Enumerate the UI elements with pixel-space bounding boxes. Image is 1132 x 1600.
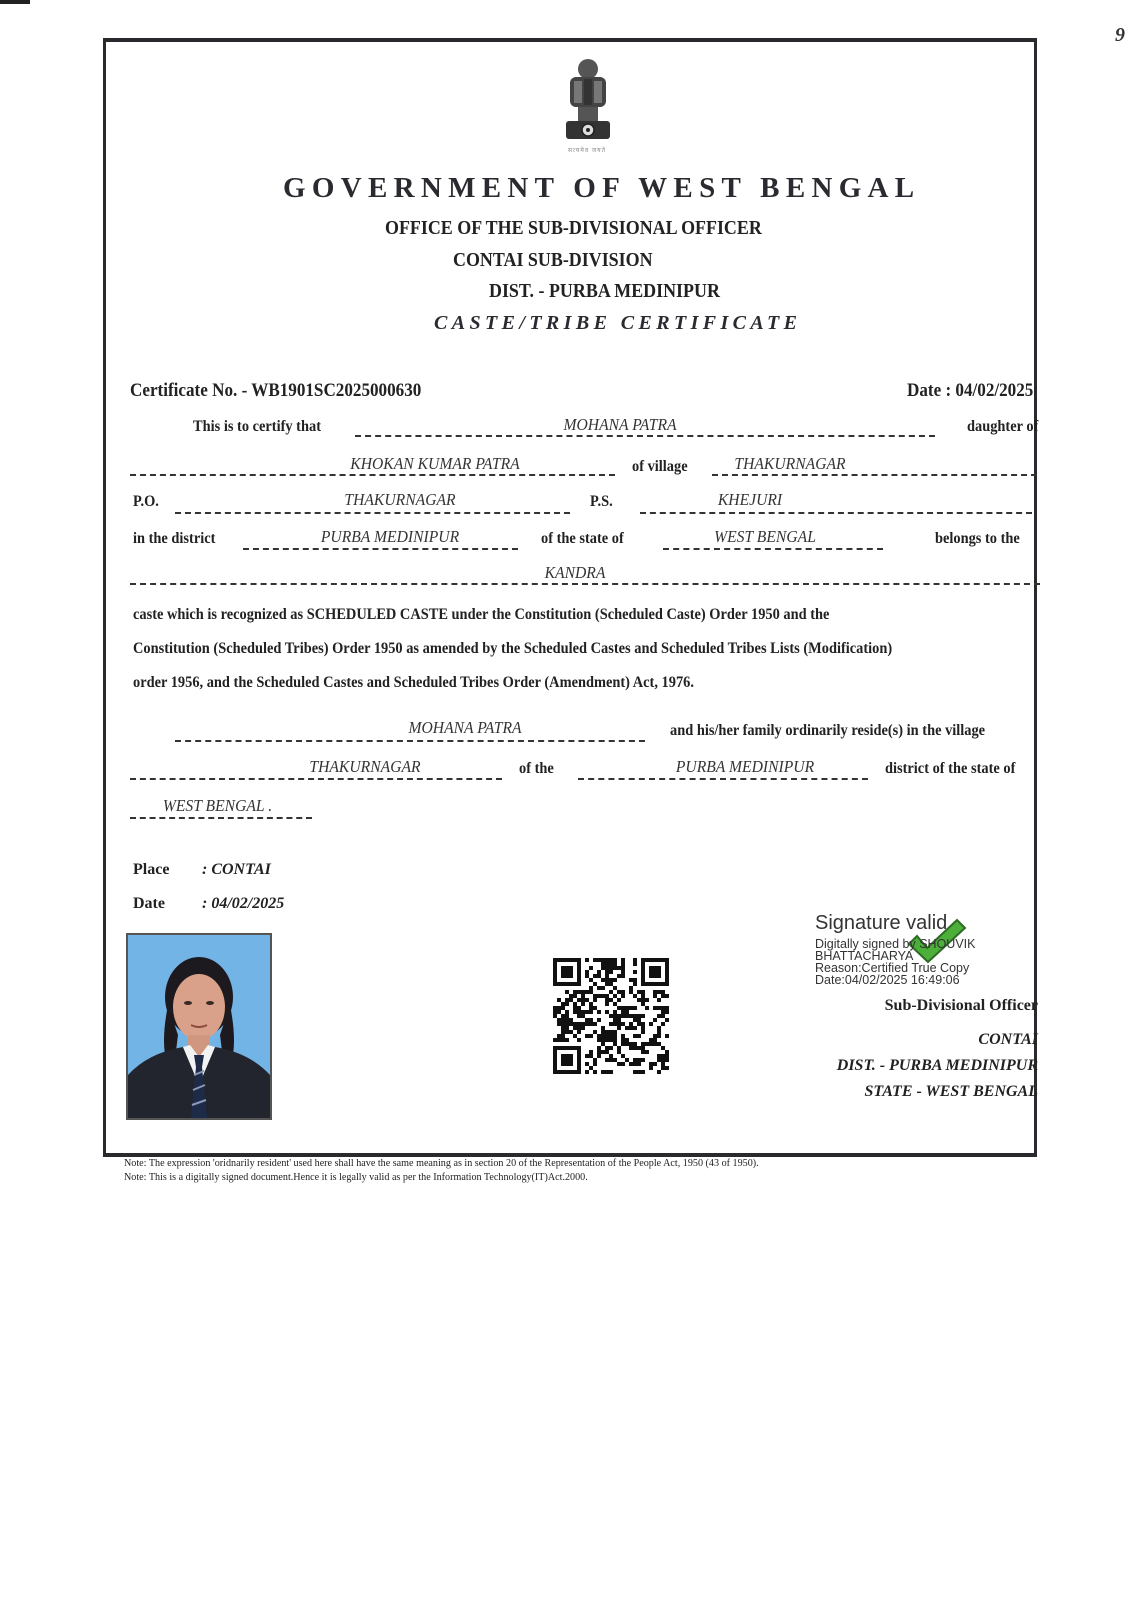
certificate-number: Certificate No. - WB1901SC2025000630 — [130, 380, 422, 401]
dash-line — [355, 435, 935, 437]
signature-signed-by: Digitally signed by SHOUVIK — [815, 937, 976, 951]
label-of-the: of the — [519, 760, 554, 777]
body-text-line-2: Constitution (Scheduled Tribes) Order 1950 as amended by the Scheduled Castes and Scheduled Tribes Lists (Modification) — [133, 640, 893, 657]
dash-line — [578, 778, 868, 780]
field-place: : CONTAI — [202, 861, 271, 878]
body-text-line-1: caste which is recognized as SCHEDULED CASTE under the Constitution (Scheduled Caste) Order 1950 and the — [133, 606, 830, 623]
note-digitally-signed: Note: This is a digitally signed document.Hence it is legally valid as per the Information Technology(IT)Act.2000. — [124, 1171, 588, 1183]
scan-edge-mark — [0, 0, 30, 4]
field-district: PURBA MEDINIPUR — [320, 527, 460, 546]
signature-signer-surname: BHATTACHARYA — [815, 949, 914, 963]
signature-reason: Reason:Certified True Copy — [815, 961, 970, 975]
district-title: DIST. - PURBA MEDINIPUR — [489, 281, 720, 302]
field-caste: KANDRA — [544, 563, 606, 582]
officer-title: Sub-Divisional Officer — [884, 997, 1038, 1014]
field-po: THAKURNAGAR — [344, 490, 456, 509]
subdivision-title: CONTAI SUB-DIVISION — [453, 250, 653, 271]
dash-line — [712, 474, 1037, 476]
applicant-photo — [126, 933, 272, 1120]
officer-place: CONTAI — [978, 1031, 1038, 1048]
label-ps: P.S. — [590, 493, 613, 510]
dash-line — [130, 778, 502, 780]
note-ordinarily-resident: Note: The expression 'oridnarily resident' used here shall have the same meaning as in section 20 of the Representation of the People Act, 1950 (43 of 1950). — [124, 1157, 759, 1169]
field-state: WEST BENGAL — [714, 527, 816, 546]
label-daughter-of: daughter of — [967, 418, 1039, 435]
field-date: : 04/02/2025 — [202, 895, 285, 912]
label-belongs-to: belongs to the — [935, 530, 1020, 547]
label-of-village: of village — [632, 458, 688, 475]
signature-date: Date:04/02/2025 16:49:06 — [815, 973, 960, 987]
page-number-handwritten: 9 — [1115, 24, 1125, 46]
national-emblem-icon — [556, 55, 620, 155]
label-po: P.O. — [133, 493, 159, 510]
government-title: GOVERNMENT OF WEST BENGAL — [283, 172, 921, 204]
signature-status: Signature valid — [815, 912, 948, 934]
qr-code — [553, 958, 669, 1074]
label-reside: and his/her family ordinarily reside(s) in the village — [670, 722, 986, 739]
dash-line — [640, 512, 1032, 514]
label-district-of-state: district of the state of — [885, 760, 1016, 777]
field-village-2: THAKURNAGAR — [309, 757, 421, 776]
body-text-line-3: order 1956, and the Scheduled Castes and Scheduled Tribes Order (Amendment) Act, 1976. — [133, 674, 694, 691]
field-name-2: MOHANA PATRA — [408, 718, 522, 737]
dash-line — [130, 583, 1040, 585]
digital-signature-block — [815, 912, 975, 986]
label-place: Place — [133, 861, 170, 878]
field-father: KHOKAN KUMAR PATRA — [350, 454, 520, 473]
dash-line — [663, 548, 883, 550]
certificate-date: Date : 04/02/2025 — [907, 380, 1034, 401]
field-ps: KHEJURI — [717, 490, 783, 509]
label-of-state: of the state of — [541, 530, 624, 547]
dash-line — [243, 548, 518, 550]
office-title: OFFICE OF THE SUB-DIVISIONAL OFFICER — [385, 218, 762, 239]
field-village: THAKURNAGAR — [734, 454, 846, 473]
dash-line — [130, 817, 312, 819]
dash-line — [130, 474, 615, 476]
dash-line — [175, 740, 645, 742]
field-district-2: PURBA MEDINIPUR — [675, 757, 815, 776]
label-date: Date — [133, 895, 165, 912]
field-name: MOHANA PATRA — [563, 415, 677, 434]
emblem-motto: सत्यमेव जयते — [568, 148, 607, 154]
field-state-2: WEST BENGAL . — [162, 796, 273, 815]
dash-line — [175, 512, 570, 514]
label-in-district: in the district — [133, 530, 216, 547]
officer-district: DIST. - PURBA MEDINIPUR — [836, 1057, 1038, 1074]
label-certify: This is to certify that — [193, 418, 321, 435]
officer-state: STATE - WEST BENGAL — [864, 1083, 1038, 1100]
document-title: CASTE/TRIBE CERTIFICATE — [434, 312, 802, 334]
